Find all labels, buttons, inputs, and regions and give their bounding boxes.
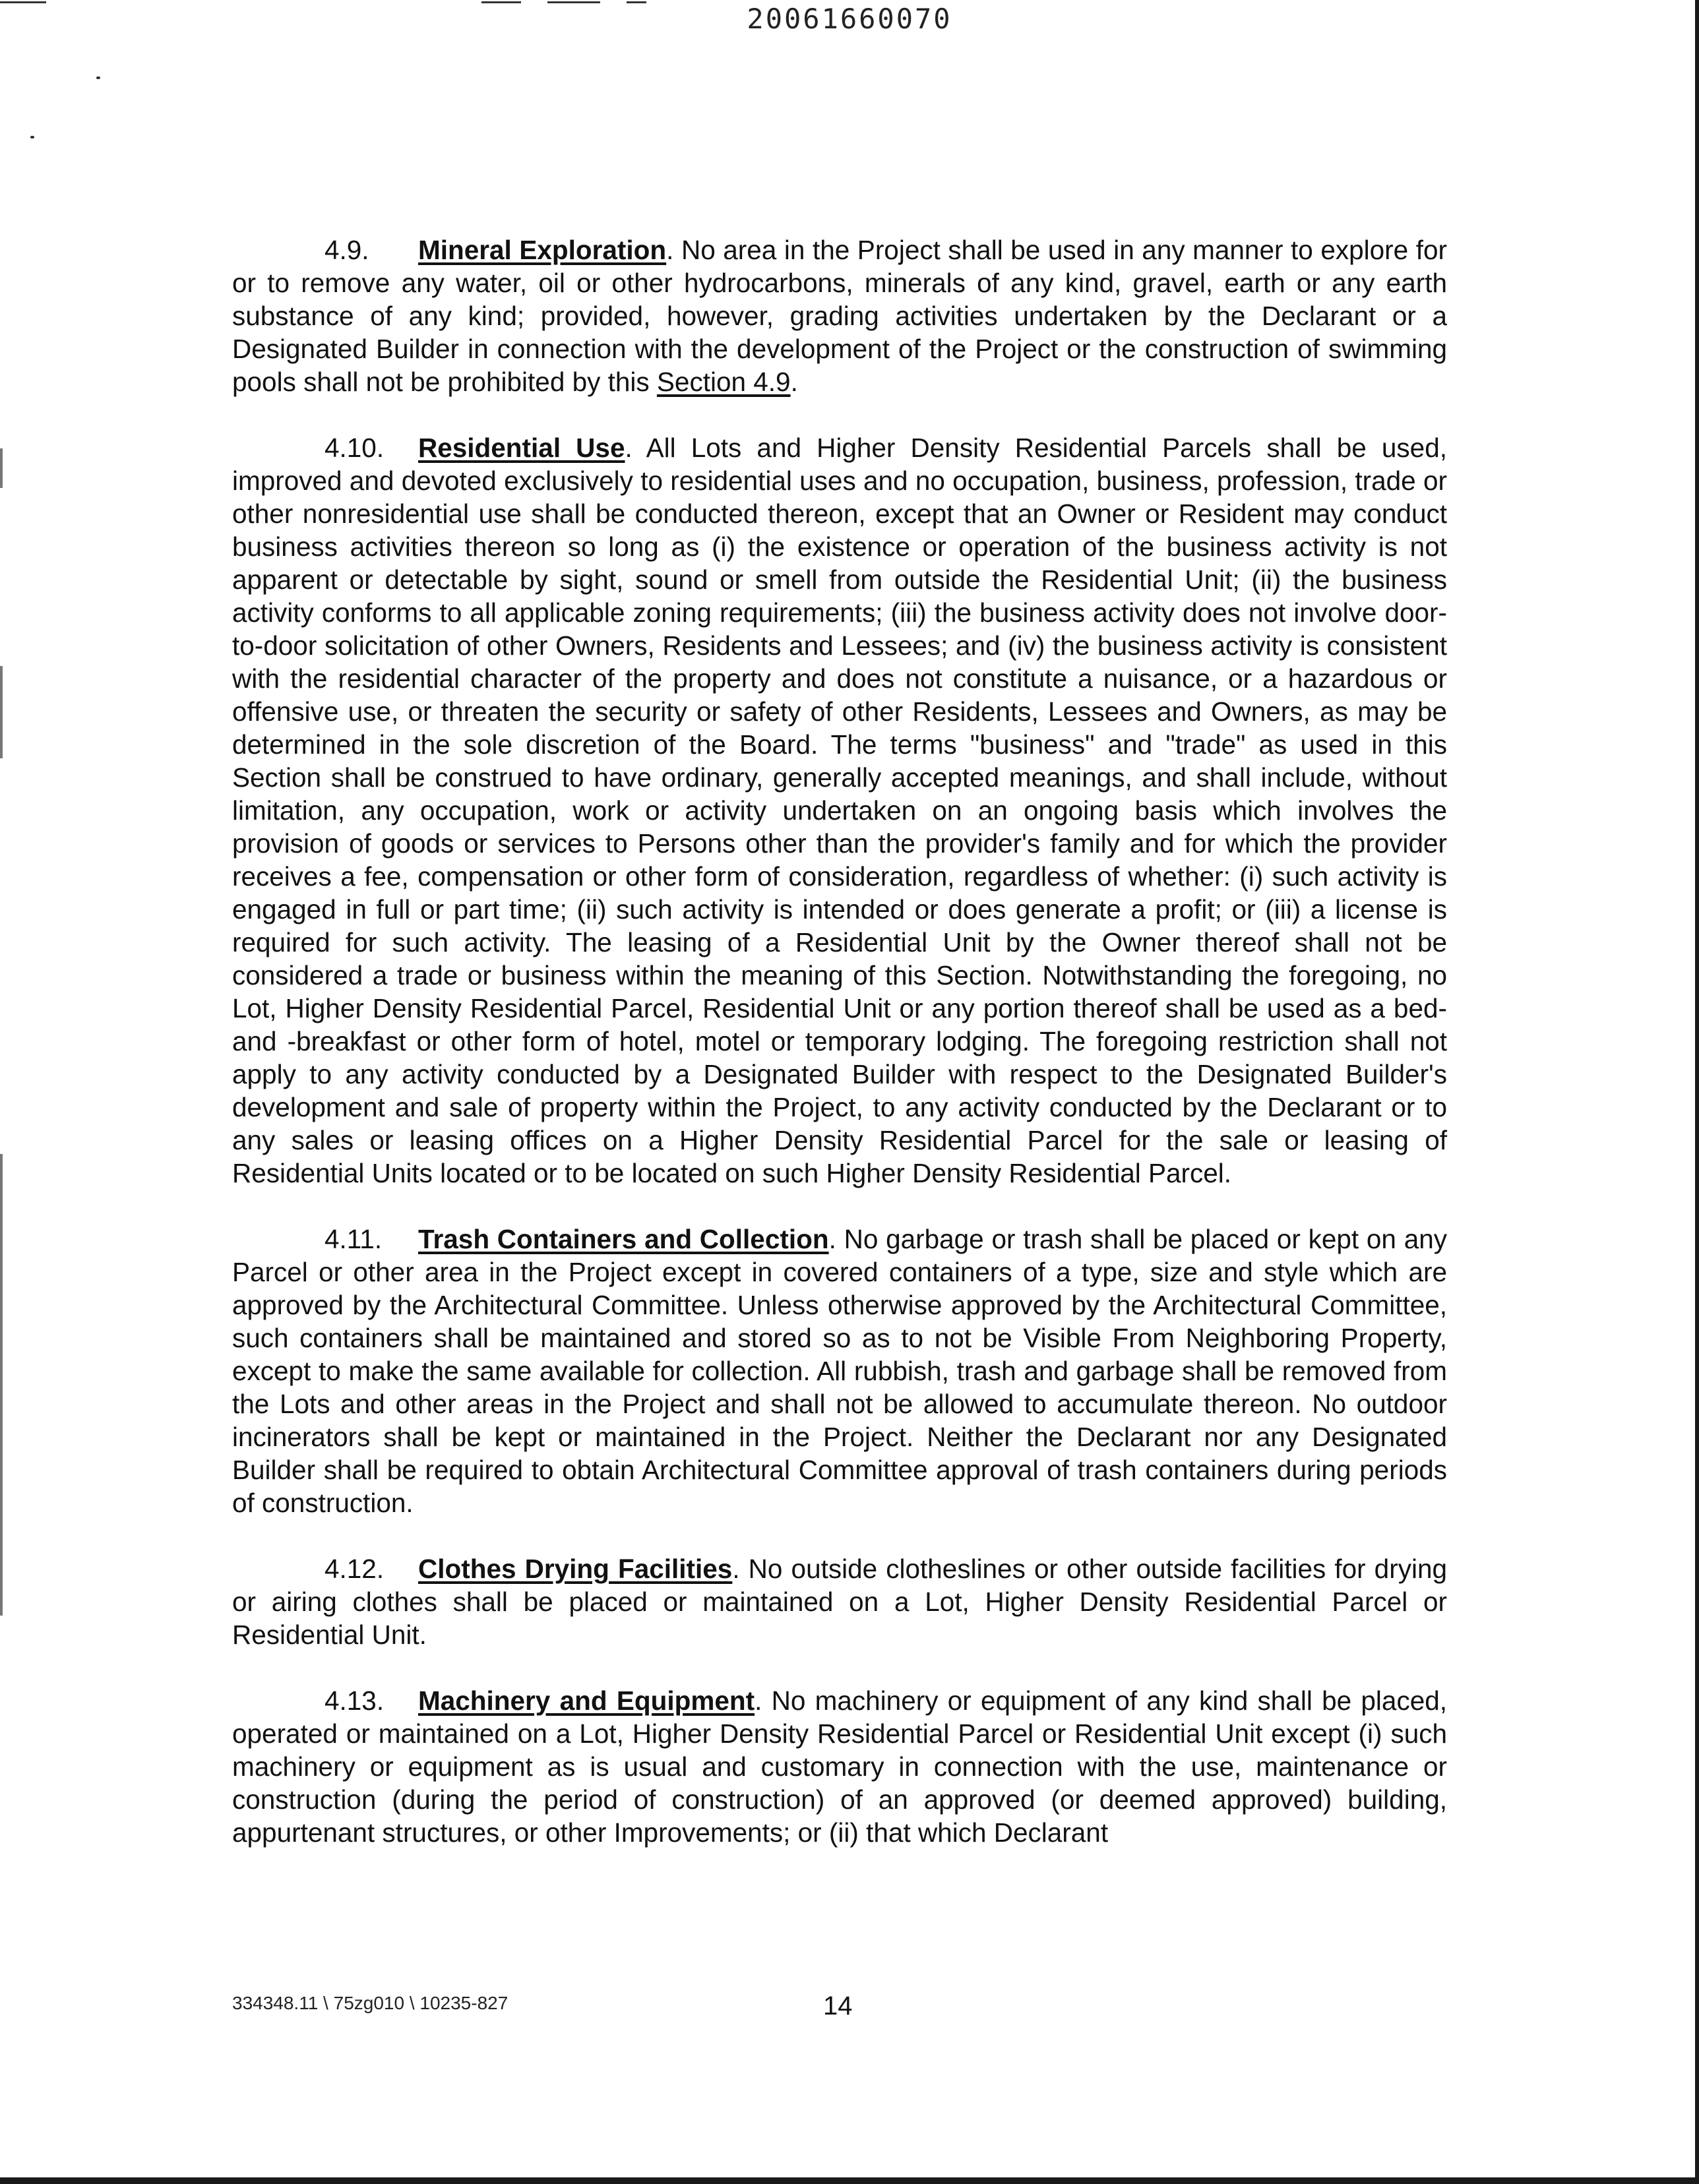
section-cross-reference: Section 4.9 <box>656 367 791 397</box>
section-4-9: 4.9. Mineral Exploration. No area in the Project shall be used in any manner to explore for or to remove any water, oil or other hydrocarbons, minerals of any kind, gravel, earth or any earth substance of any kind; provided, however, grading activities undertaken by the Declarant or a Designated Builder in connection with the development of the Project or the construction of swimming pools shall not be prohibited by this Section 4.9. <box>232 235 1447 397</box>
section-number: 4.10. <box>324 433 385 463</box>
section-text-end: . <box>790 367 798 397</box>
scan-edge-bottom <box>0 2177 1699 2184</box>
section-4-11: 4.11. Trash Containers and Collection. No garbage or trash shall be placed or kept on any Parcel or other area in the Project except in covered containers of a type, size and style which are approved by the Architectural Committee. Unless otherwise approved by the Architectural Committee, such containers shall be maintained and stored so as to not be Visible From Neighboring Property, except to make the same available for collection. All rubbish, trash and garbage shall be removed from the Lots and other areas in the Project and shall not be allowed to accumulate thereon. No outdoor incinerators shall be kept or maintained in the Project. Neither the Declarant nor any Designated Builder shall be required to obtain Architectural Committee approval of trash containers during periods of construction. <box>232 1224 1447 1518</box>
scan-speck <box>30 136 34 138</box>
scan-edge-right <box>1695 0 1699 2184</box>
scan-edge-left <box>0 448 3 488</box>
section-text: All Lots and Higher Density Residential Parcels shall be used, improved and devoted exclusively to residential uses and no occupation, business, profession, trade or other nonresidential use shall be conducted thereon, except that an Owner or Resident may conduct business activities thereon so long as (i) the existence or operation of the business activity is not apparent or detectable by sight, sound or smell from outside the Residential Unit; (ii) the business activity conforms to all applicable zoning requirements; (iii) the business activity does not involve door-to-door solicitation of other Owners, Residents and Lessees; and (iv) the business activity is consistent with the residential character of the property and does not constitute a nuisance, or a hazardous or offensive use, or threaten the security or safety of other Residents, Lessees and Owners, as may be determined in the sole discretion of the Board. The terms "business" and "trade" as used in this Section shall be construed to have ordinary, generally accepted meanings, and shall include, without limitation, any occupation, work or activity undertaken on an ongoing basis which involves the provision of goods or services to Persons other than the provider's family and for which the provider receives a fee, compensation or other form of consideration, regardless of whether: (i) such activity is engaged in full or part time; (ii) such activity is intended or does generate a profit; or (iii) a license is required for such activity. The leasing of a Residential Unit by the Owner thereof shall not be considered a trade or business within the meaning of this Section. Notwithstanding the foregoing, no Lot, Higher Density Residential Parcel, Residential Unit or any portion thereof shall be used as a bed-and -breakfast or other form of hotel, motel or temporary lodging. The foregoing restriction shall not apply to any activity conducted by a Designated Builder with respect to the Designated Builder's development and sale of property within the Project, to any activity conducted by the Declarant or to any sales or leasing offices on a Higher Density Residential Parcel for the sale or leasing of Residential Units located or to be located on such Higher Density Residential Parcel. <box>232 433 1447 1188</box>
page-number: 14 <box>823 1991 853 2020</box>
section-title: Machinery and Equipment <box>418 1685 755 1716</box>
section-title: Clothes Drying Facilities <box>418 1554 733 1584</box>
scan-edge-left <box>0 666 3 758</box>
section-text: No machinery or equipment of any kind shall be placed, operated or maintained on a Lot, Higher Density Residential Parcel or Residential Unit except (i) such machinery or equipment as is usual and customary in connection with the use, maintenance or construction (during the period of construction) of an approved (or deemed approved) building, appurtenant structures, or other Improvements; or (ii) that which Declarant <box>232 1685 1447 1848</box>
section-number: 4.11. <box>324 1224 383 1254</box>
section-number: 4.13. <box>324 1685 385 1716</box>
section-4-12: 4.12. Clothes Drying Facilities. No outside clotheslines or other outside facilities for drying or airing clothes shall be placed or maintained on a Lot, Higher Density Residential Parcel or Residential Unit. <box>232 1554 1447 1650</box>
footer-document-reference: 334348.11 \ 75zg010 \ 10235-827 <box>232 1993 509 2013</box>
section-title: Mineral Exploration <box>418 235 667 265</box>
section-number: 4.12. <box>324 1554 385 1584</box>
document-number: 20061660070 <box>747 3 952 35</box>
section-text: No garbage or trash shall be placed or kept on any Parcel or other area in the Project except in covered containers of a type, size and style which are approved by the Architectural Committee. Unless otherwise approved by the Architectural Committee, such containers shall be maintained and stored so as to not be Visible From Neighboring Property, except to make the same available for collection. All rubbish, trash and garbage shall be removed from the Lots and other areas in the Project and shall not be allowed to accumulate thereon. No outdoor incinerators shall be kept or maintained in the Project. Neither the Declarant nor any Designated Builder shall be required to obtain Architectural Committee approval of trash containers during periods of construction. <box>232 1224 1447 1518</box>
section-text: No outside clotheslines or other outside facilities for drying or airing clothes shall be placed or maintained on a Lot, Higher Density Residential Parcel or Residential Unit. <box>232 1554 1447 1650</box>
section-title: Residential Use <box>418 433 625 463</box>
section-text: No area in the Project shall be used in any manner to explore for or to remove any water, oil or other hydrocarbons, minerals of any kind, gravel, earth or any earth substance of any kind; provided, however, grading activities undertaken by the Declarant or a Designated Builder in connection with the development of the Project or the construction of swimming pools shall not be prohibited by this <box>232 235 1447 397</box>
section-4-10: 4.10. Residential Use. All Lots and Higher Density Residential Parcels shall be used, improved and devoted exclusively to residential uses and no occupation, business, profession, trade or other nonresidential use shall be conducted thereon, except that an Owner or Resident may conduct business activities thereon so long as (i) the existence or operation of the business activity is not apparent or detectable by sight, sound or smell from outside the Residential Unit; (ii) the business activity conforms to all applicable zoning requirements; (iii) the business activity does not involve door-to-door solicitation of other Owners, Residents and Lessees; and (iv) the business activity is consistent with the residential character of the property and does not constitute a nuisance, or a hazardous or offensive use, or threaten the security or safety of other Residents, Lessees and Owners, as may be determined in the sole discretion of the Board. The terms "business" and "trade" as used in this Section shall be construed to have ordinary, generally accepted meanings, and shall include, without limitation, any occupation, work or activity undertaken on an ongoing basis which involves the provision of goods or services to Persons other than the provider's family and for which the provider receives a fee, compensation or other form of consideration, regardless of whether: (i) such activity is engaged in full or part time; (ii) such activity is intended or does generate a profit; or (iii) a license is required for such activity. The leasing of a Residential Unit by the Owner thereof shall not be considered a trade or business within the meaning of this Section. Notwithstanding the foregoing, no Lot, Higher Density Residential Parcel, Residential Unit or any portion thereof shall be used as a bed-and -breakfast or other form of hotel, motel or temporary lodging. The foregoing restriction shall not apply to any activity conducted by a Designated Builder with respect to the Designated Builder's development and sale of property within the Project, to any activity conducted by the Declarant or to any sales or leasing offices on a Higher Density Residential Parcel for the sale or leasing of Residential Units located or to be located on such Higher Density Residential Parcel. <box>232 433 1447 1188</box>
section-number: 4.9. <box>324 235 369 265</box>
section-4-13: 4.13. Machinery and Equipment. No machinery or equipment of any kind shall be placed, operated or maintained on a Lot, Higher Density Residential Parcel or Residential Unit except (i) such machinery or equipment as is usual and customary in connection with the use, maintenance or construction (during the period of construction) of an approved (or deemed approved) building, appurtenant structures, or other Improvements; or (ii) that which Declarant <box>232 1685 1447 1848</box>
scan-speck <box>96 76 100 79</box>
section-title: Trash Containers and Collection <box>418 1224 829 1254</box>
scan-edge-left <box>0 1154 3 1616</box>
document-body <box>232 233 1447 1882</box>
